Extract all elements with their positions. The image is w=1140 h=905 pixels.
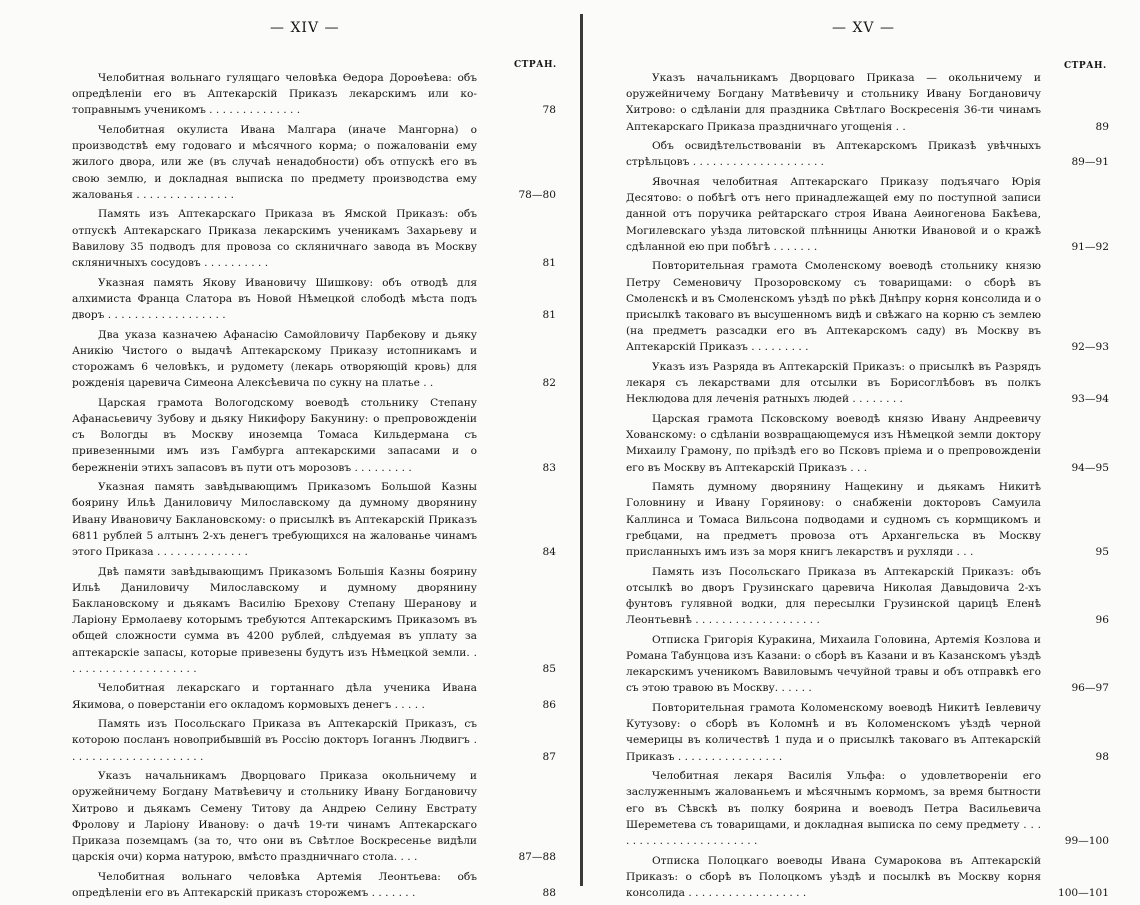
entry-page: 81	[542, 257, 556, 270]
entry-page: 81	[542, 309, 556, 322]
entry-text: Указная память Якову Ивановичу Шишкову: объ отводѣ для алхимиста Франца Слатора въ Новой Нѣмецкой слободѣ мѣста подъ дворъ . . . . . . . . . . . . . . . . . .	[72, 276, 477, 322]
entry-text: Указъ изъ Разряда въ Аптекарскій Приказъ: о присылкѣ въ Разрядъ лекаря съ лекарствами для отсылки въ Борисоглѣбовъ въ полкъ Неклюдова для леченія ратныхъ людей . . . . . . . .	[626, 361, 1041, 406]
entry-page: 94—95	[1071, 461, 1109, 474]
toc-entry	[626, 768, 1109, 849]
toc-entry	[626, 258, 1109, 355]
right-entry-list	[626, 70, 1109, 905]
entry-page: 89	[1095, 120, 1109, 133]
entry-page: 96	[1095, 614, 1109, 627]
entry-page: 99—100	[1064, 835, 1109, 848]
entry-page: 78	[542, 104, 556, 117]
entry-page: 91—92	[1071, 240, 1109, 253]
toc-entry	[72, 768, 556, 865]
entry-text: Челобитная лекаря Василія Ульфа: о удовлетвореніи его заслуженнымъ жалованьемъ и мѣсячнымъ кормомъ, за время бытности его въ Сѣвскѣ въ полку боярина и воеводъ Петра Васильевича Шереметева съ товарищами, и докладная выписка по сему предмету . . . . . . . . . . . . . . . . . . . . . . .	[626, 770, 1041, 848]
entry-text: Отписка Григорія Куракина, Михаила Головина, Артемія Козлова и Романа Табунцова изъ Казани: о сборѣ въ Казани и въ Казанскомъ уѣздѣ лекарскимъ ученикомъ Вавиловымъ чечуйной травы и объ отправкѣ его съ этою травою въ Москву. . . . . .	[626, 633, 1041, 695]
entry-text: Указъ начальникамъ Дворцоваго Приказа — окольничему и оружейничему Богдану Матвѣевичу и стольнику Ивану Богдановичу Хитрово: о сдѣланіи для праздника Свѣтлаго Воскресенія 36-ти чинамъ Аптекарскаго Приказа праздничнаго угощенія . .	[626, 72, 1041, 133]
left-entry-list	[72, 70, 556, 905]
left-page	[0, 0, 572, 900]
entry-text: Повторительная грамота Коломенскому воеводѣ Никитѣ Іевлевичу Кутузову: о сборѣ въ Коломнѣ и въ Коломенскомъ уѣздѣ черной чемерицы въ количествѣ 1 пуда и о присылкѣ таковаго въ Аптекарскій Приказъ . . . . . . . . . . . . . . . .	[626, 702, 1041, 763]
toc-entry	[626, 70, 1109, 135]
toc-entry	[626, 479, 1109, 560]
toc-entry	[72, 680, 556, 712]
toc-entry	[72, 206, 556, 271]
entry-text: Челобитная вольнаго гулящаго человѣка Ѳедора Дороѳѣева: объ опредѣленіи его въ Аптекарскій Приказъ лекарскимъ или ко-топравнымъ ученикомъ . . . . . . . . . . . . . .	[72, 72, 477, 117]
entry-text: Указъ начальникамъ Дворцоваго Приказа окольничему и оружейничему Богдану Матвѣевичу и стольнику Ивану Богдановичу Хитрово и дьякамъ Семену Титову да Андрею Селину Евстрату Фролову и Ларіону Иванову: о дачѣ 19-ти чинамъ Аптекарскаго Приказа поземцамъ (за то, что они въ Свѣтлое Воскресенье видѣли царскія очи) корма натурою, вмѣсто праздничнаго стола. . . .	[72, 770, 477, 864]
toc-entry	[626, 632, 1109, 697]
toc-entry	[72, 122, 556, 203]
entry-page: 96—97	[1071, 682, 1109, 695]
page-gutter-divider	[580, 14, 583, 886]
entry-page: 87—88	[518, 851, 556, 864]
entry-text: Указная память завѣдывающимъ Приказомъ Большой Казны боярину Ильѣ Даниловичу Милославскому да думному дворянину Ивану Ивановичу Баклановскому: о присылкѣ въ Аптекарскій Приказъ 6811 рублей 5 алтынъ 2-хъ денегъ требующихся на жалованье чинамъ этого Приказа . . . . . . . . . . . . . .	[72, 481, 477, 559]
entry-page: 98	[1095, 750, 1109, 763]
toc-entry	[626, 138, 1109, 170]
entry-text: Челобитная лекарскаго и гортаннаго дѣла ученика Ивана Якимова, о поверстаніи его окладомъ кормовыхъ денегъ . . . . .	[72, 682, 477, 711]
left-column-header: СТРАН.	[514, 60, 557, 70]
entry-text: Два указа казначею Афанасію Самойловичу Парбекову и дьяку Аникію Чистого о выдачѣ Аптекарскому Приказу истопникамъ и сторожамъ 6 человѣкъ, и рудомету (лекарь отворяющій кровь) для рожденія царевича Симеона Алексѣевича по сукну на платье . .	[72, 328, 477, 390]
toc-entry	[72, 479, 556, 560]
toc-entry	[626, 700, 1109, 765]
entry-text: Память думному дворянину Нащекину и дьякамъ Никитѣ Головнину и Ивану Горяинову: о снабженіи докторовъ Самуила Каллинса и Томаса Вильсона подводами и судномъ съ кормщикомъ и гребцами, на предметъ провоза отъ Архангельска въ Москву присланныхъ имъ изъ за моря книгъ лекарствъ и рухляди . . .	[626, 481, 1041, 559]
toc-entry	[72, 395, 556, 476]
toc-entry	[72, 70, 556, 119]
entry-text: Царская грамота Псковскому воеводѣ князю Ивану Андреевичу Хованскому: о сдѣланіи возвращающемуся изъ Нѣмецкой земли доктору Михаилу Грамону, по пріѣздѣ его во Псковъ пріема и о препровожденіи его въ Москву въ Аптекарскій Приказъ . . .	[626, 413, 1041, 474]
entry-page: 89—91	[1071, 156, 1109, 169]
left-page-number: — XIV —	[270, 20, 340, 36]
right-page-number: — XV —	[832, 20, 895, 36]
toc-entry	[72, 564, 556, 677]
entry-page: 95	[1095, 546, 1109, 559]
entry-text: Отписка Полоцкаго воеводы Ивана Сумарокова въ Аптекарскій Приказъ: о сборѣ въ Полоцкомъ уѣздѣ и посылкѣ въ Москву корня консолида . . . . . . . . . . . . . . . . . .	[626, 854, 1041, 900]
entry-text: Челобитная окулиста Ивана Малгара (иначе Мангорна) о производствѣ ему годоваго и мѣсячного корма; о пожалованіи ему жилого двора, или же (въ случаѣ ненадобности) объ отпускѣ его въ свою землю, и докладная выписка по предмету производства ему жалованья . . . . . . . . . . . . . . .	[72, 124, 477, 201]
right-column-header: СТРАН.	[1064, 61, 1107, 71]
toc-entry	[72, 275, 556, 324]
entry-page: 88	[542, 887, 556, 900]
entry-page: 84	[542, 546, 556, 559]
toc-entry	[626, 174, 1109, 255]
entry-page: 83	[542, 461, 556, 474]
entry-page: 86	[542, 698, 556, 711]
entry-text: Память изъ Аптекарскаго Приказа въ Ямской Приказъ: объ отпускѣ Аптекарскаго Приказа лекарскимъ ученикамъ Захарьеву и Вавилову 35 подводъ для провоза со скляничнаго завода въ Москву скляничныхъ сосудовъ . . . . . . . . . .	[72, 208, 477, 270]
entry-text: Явочная челобитная Аптекарскаго Приказу подъячаго Юрія Десятово: о побѣгѣ отъ него принадлежащей ему по поступной записи данной отъ поручика рейтарскаго строя Ивана Аѳиногенова Бакѣева, Могилевскаго уѣзда литовской плѣнницы Анютки Ивановой и о кражѣ сдѣланной ею при побѣгѣ . . . . . . .	[626, 176, 1041, 253]
toc-entry	[626, 564, 1109, 629]
toc-entry	[626, 411, 1109, 476]
entry-text: Память изъ Посольскаго Приказа въ Аптекарскій Приказъ: объ отсылкѣ во дворъ Грузинскаго царевича Николая Давыдовича 2-хъ фунтовъ гулявной водки, для пересылки Грузинской царицѣ Еленѣ Леонтьевнѣ . . . . . . . . . . . . . . . . . . .	[626, 565, 1041, 627]
toc-entry	[72, 327, 556, 392]
entry-page: 92—93	[1071, 341, 1109, 354]
right-page	[590, 0, 1140, 900]
entry-text: Память изъ Посольскаго Приказа въ Аптекарскій Приказъ, съ которою посланъ новоприбывшій въ Россію докторъ Іоганнъ Людвигъ . . . . . . . . . . . . . . . . . . . . .	[72, 718, 477, 763]
entry-page: 87	[542, 750, 556, 763]
toc-entry	[72, 869, 556, 901]
toc-entry	[626, 359, 1109, 408]
entry-page: 100—101	[1057, 887, 1109, 900]
toc-entry	[72, 716, 556, 765]
entry-page: 82	[542, 377, 556, 390]
entry-text: Повторительная грамота Смоленскому воеводѣ стольнику князю Петру Семеновичу Прозоровскому съ товарищами: о сборѣ въ Смоленскѣ и въ Смоленскомъ уѣздѣ по рѣкѣ Днѣпру корня консолида и о присылкѣ таковаго въ высушенномъ видѣ и свѣжаго на корню съ землею (на предметъ разсадки его въ Аптекарскомъ саду) въ Москву въ Аптекарскій Приказъ . . . . . . . . .	[626, 260, 1041, 354]
entry-page: 78—80	[518, 188, 556, 201]
entry-page: 85	[542, 662, 556, 675]
entry-text: Двѣ памяти завѣдывающимъ Приказомъ Большія Казны боярину Ильѣ Даниловичу Милославскому и думному дворянину Баклановскому и дьякамъ Василію Брехову Степану Шеранову и Ларіону Ермолаеву которымъ требуются Аптекарскимъ Приказомъ въ общей сложности сумма въ 4200 рублей, слѣдуемая въ уплату за аптекарскіе запасы, которые привезены будутъ изъ Нѣмецкой земли. . . . . . . . . . . . . . . . . . . . .	[72, 565, 477, 675]
entry-text: Челобитная вольнаго человѣка Артемія Леонтьева: объ опредѣленіи его въ Аптекарскій приказъ сторожемъ . . . . . . .	[72, 870, 477, 900]
entry-text: Царская грамота Вологодскому воеводѣ стольнику Степану Афанасьевичу Зубову и дьяку Никифору Бакунину: о препровожденіи съ Вологды въ Москву иноземца Томаса Кильдермана съ привезенными имъ изъ Гамбурга аптекарскими запасами и о бережненіи этихъ запасовъ въ пути отъ морозовъ . . . . . . . . .	[72, 396, 477, 474]
entry-text: Объ освидѣтельствованіи въ Аптекарскомъ Приказѣ увѣчныхъ стрѣльцовъ . . . . . . . . . . . . . . . . . . . .	[626, 140, 1041, 169]
entry-page: 93—94	[1071, 393, 1109, 406]
toc-entry	[626, 853, 1109, 902]
